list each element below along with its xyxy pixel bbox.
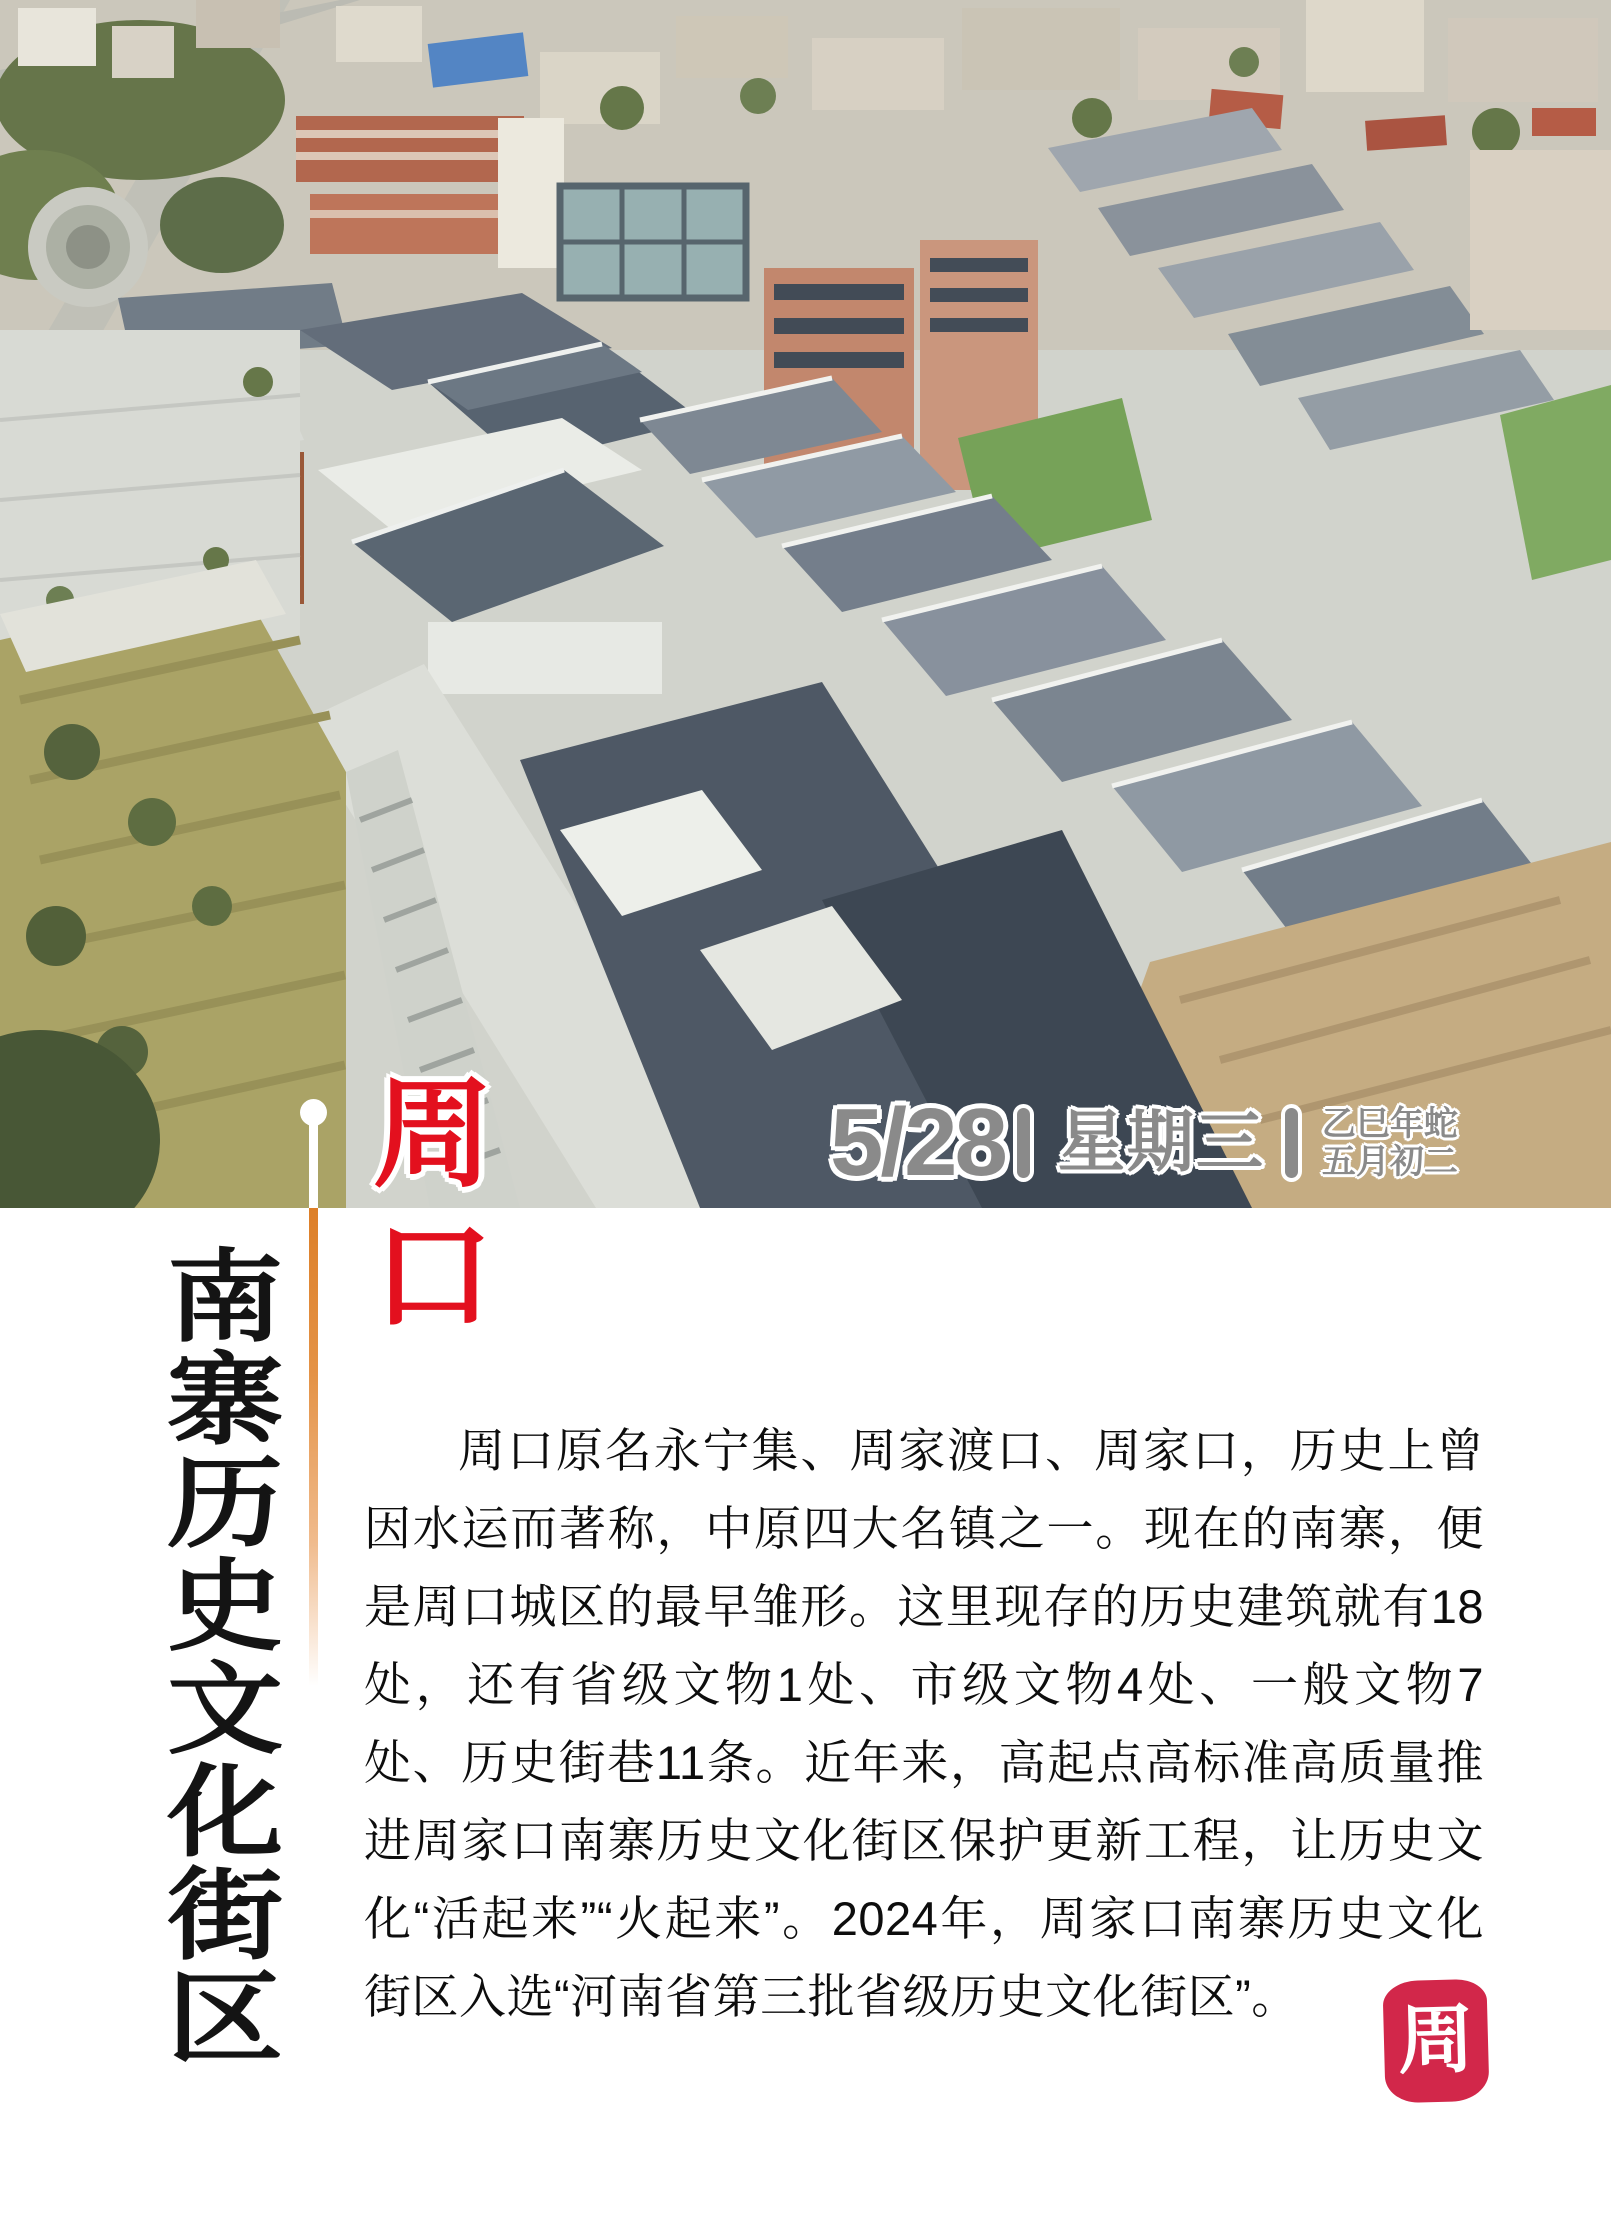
seal-character: 周 <box>1396 1998 1476 2084</box>
lunar-date-block <box>1322 1105 1458 1181</box>
headline-zhoukou: 周口 <box>356 1070 489 1354</box>
date-overlay <box>830 1089 1458 1196</box>
lunar-day-text: 五月初二 <box>1321 1143 1458 1181</box>
side-title-vertical: 南寨历史文化街区 <box>149 1244 279 2068</box>
location-pin-stem-icon <box>309 1112 318 1208</box>
separator-bar-icon <box>1285 1108 1298 1178</box>
separator-bar-icon <box>1017 1108 1030 1178</box>
article-paragraph: 周口原名永宁集、周家渡口、周家口，历史上曾因水运而著称，中原四大名镇之一。现在的南寨，便是周口城区的最早雏形。这里现存的历史建筑就有18处，还有省级文物1处、市级文物4处、一般文物7处、历史街巷11条。近年来，高起点高标准高质量推进周家口南寨历史文化街区保护更新工程，让历史文化“活起来”“火起来”。2024年，周家口南寨历史文化街区入选“河南省第三批省级历史文化街区”。 <box>364 1424 1484 2023</box>
date-text: 5/28 <box>830 1089 1005 1196</box>
lunar-year-text: 乙巳年蛇 <box>1321 1105 1458 1143</box>
divider-gradient-line <box>309 1208 318 1686</box>
red-seal-stamp-icon <box>1382 1979 1489 2104</box>
weekday-text: 星期三 <box>1057 1105 1265 1180</box>
